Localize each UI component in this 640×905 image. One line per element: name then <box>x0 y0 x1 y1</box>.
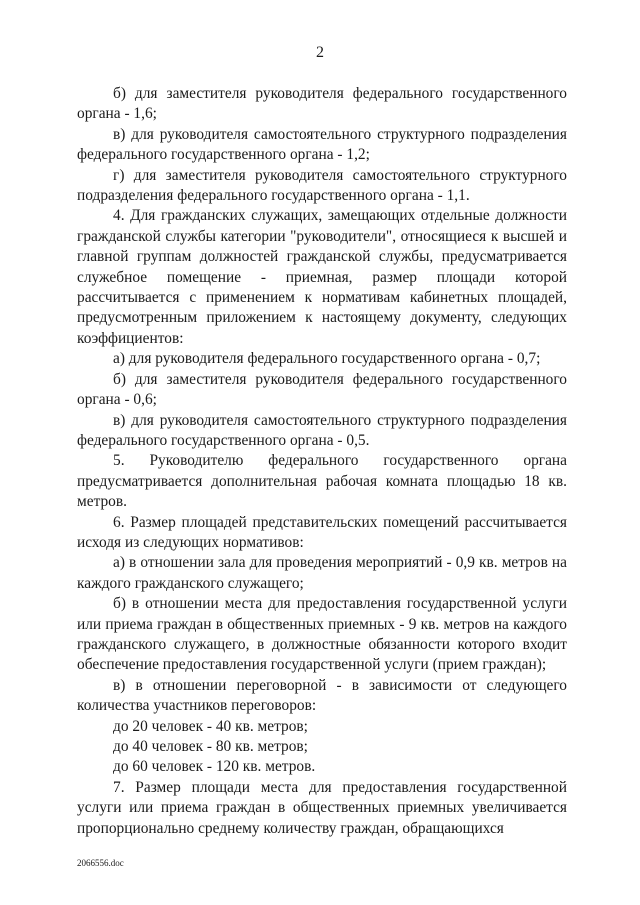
paragraph-a-hall: а) в отношении зала для проведения мероприятий - 0,9 кв. метров на каждого гражданского служащего; <box>77 554 567 592</box>
paragraph-b-deputy-coef: б) для заместителя руководителя федерального государственного органа - 0,6; <box>77 370 567 409</box>
paragraph-5-extra-room: 5. Руководителю федерального государственного органа предусматривается дополнительная рабочая комната площадью 18 кв. метров. <box>77 452 567 511</box>
document-body <box>77 84 567 839</box>
paragraph-b-public-reception: б) в отношении места для предоставления государственной услуги или приема граждан в общественных приемных - 9 кв. метров на каждого гражданского служащего, в должностные обязанности которого входит обеспечение предоставления государственной услуги (прием граждан); <box>77 595 567 674</box>
document-footer-filename: 2066556.doc <box>77 858 124 868</box>
paragraph-v-unit-head: в) для руководителя самостоятельного структурного подразделения федерального государственного органа - 1,2; <box>77 125 567 164</box>
paragraph-4-reception: 4. Для гражданских служащих, замещающих отдельные должности гражданской службы категории "руководители", относящиеся к высшей и главной группам должностей гражданской службы, предусматривается служебное помещение - приемная, размер площади которой рассчитывается с применением к нормативам кабинетных площадей, предусмотренным приложением к настоящему документу, следующих коэффициентов: <box>77 207 567 347</box>
paragraph-6-representative: 6. Размер площадей представительских помещений рассчитывается исходя из следующих нормативов: <box>77 513 567 551</box>
list-item-20-people: до 20 человек - 40 кв. метров; <box>113 717 308 735</box>
paragraph-a-head-coef: а) для руководителя федерального государственного органа - 0,7; <box>113 350 541 368</box>
paragraph-b-deputy-head: б) для заместителя руководителя федерального государственного органа - 1,6; <box>77 85 567 123</box>
paragraph-7-service-area: 7. Размер площади места для предоставления государственной услуги или приема граждан в общественных приемных увеличивается пропорционально среднему количеству граждан, обращающихся <box>77 778 567 837</box>
page-number: 2 <box>316 44 324 61</box>
list-item-40-people: до 40 человек - 80 кв. метров; <box>113 738 308 755</box>
paragraph-g-unit-deputy: г) для заместителя руководителя самостоятельного структурного подразделения федерального государственного органа - 1,1. <box>77 166 567 205</box>
paragraph-v-unit-coef: в) для руководителя самостоятельного структурного подразделения федерального государственного органа - 0,5. <box>77 411 567 449</box>
list-item-60-people: до 60 человек - 120 кв. метров. <box>113 758 316 776</box>
paragraph-v-meeting-room: в) в отношении переговорной - в зависимости от следующего количества участников переговоров: <box>77 676 567 715</box>
